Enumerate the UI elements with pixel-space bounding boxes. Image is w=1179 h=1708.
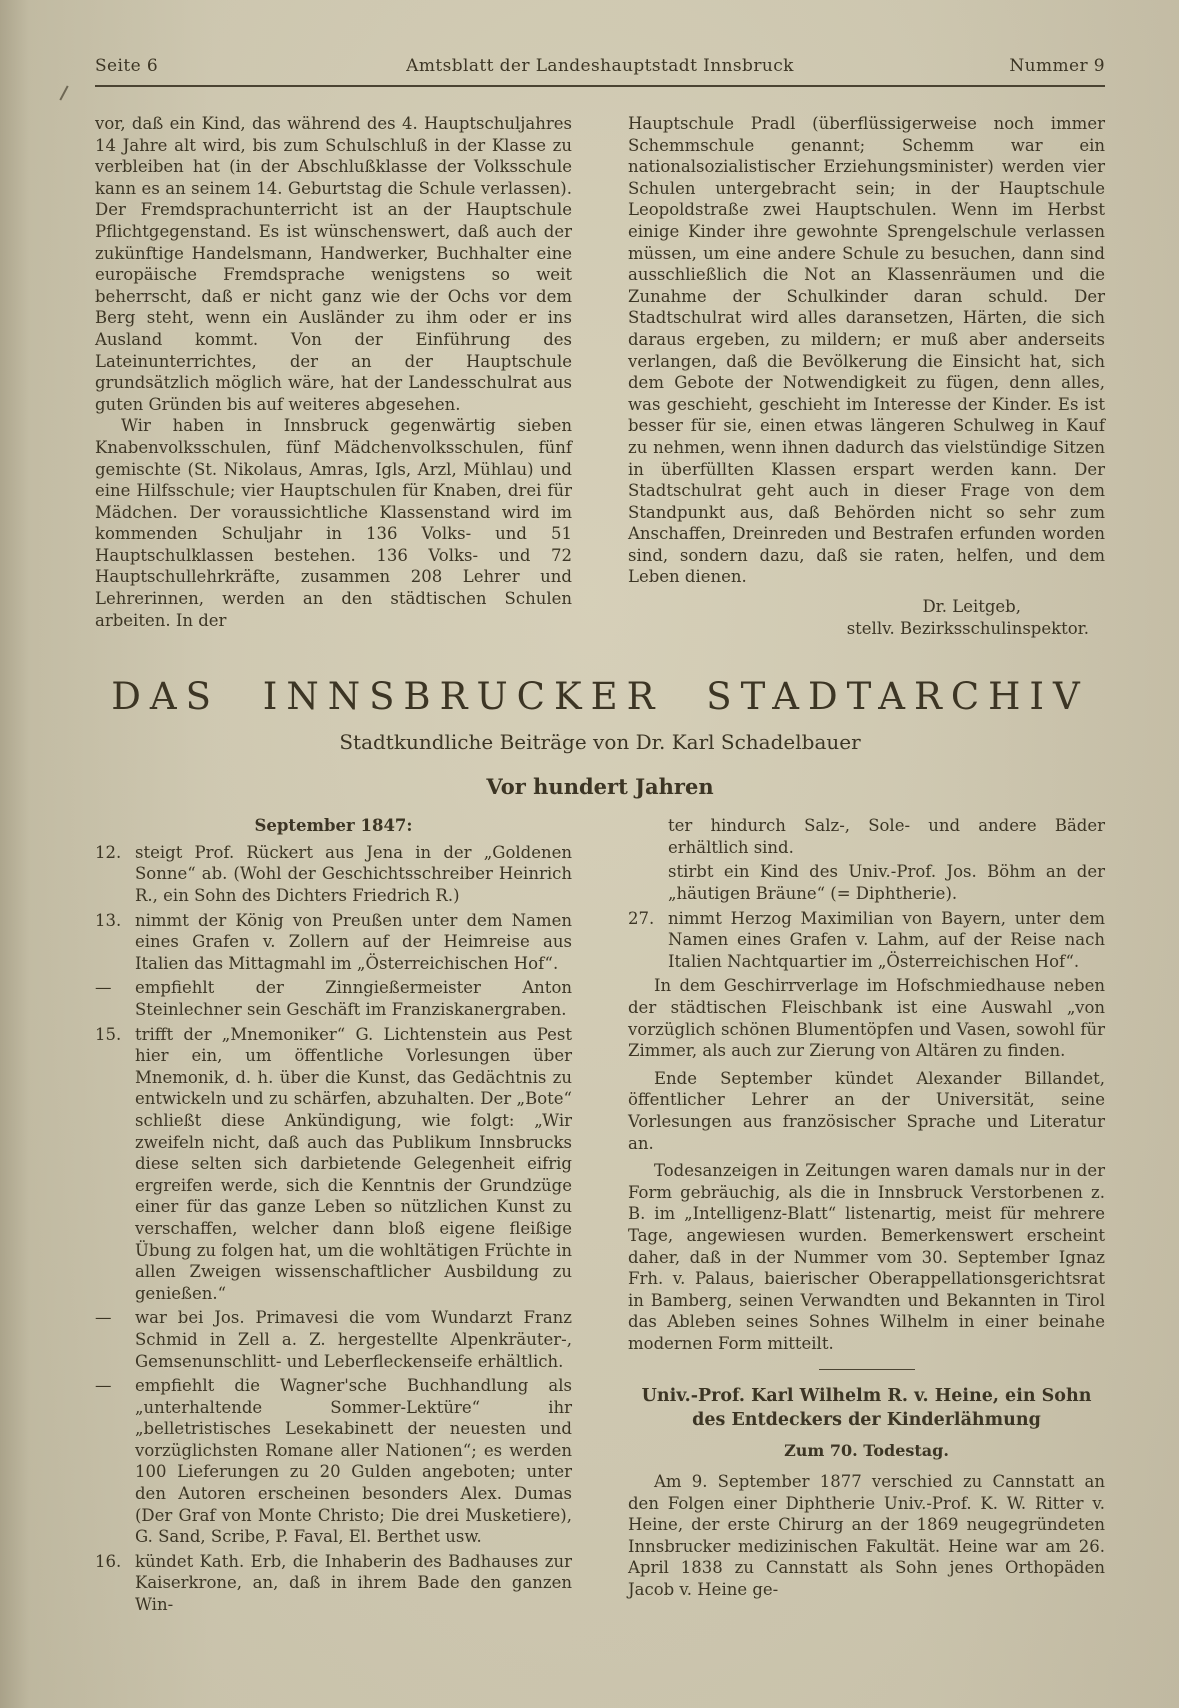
heine-article-dateline: Zum 70. Todestag.	[784, 1440, 949, 1460]
date-heading: September 1847:	[254, 816, 413, 836]
diary-entry	[95, 1375, 572, 1548]
scan-artifact-mark	[59, 85, 68, 100]
diary-entry	[95, 1551, 572, 1616]
diary-entry	[628, 861, 1105, 904]
entry-marker: —	[95, 978, 112, 998]
entry-marker: 16.	[95, 1551, 122, 1571]
entry-marker: 15.	[95, 1024, 122, 1044]
signature-name: Dr. Leitgeb,	[922, 597, 1021, 617]
diary-entry	[628, 908, 1105, 973]
entry-text: ter hindurch Salz-, Sole- und andere Bäder erhältlich sind.	[668, 816, 1105, 857]
entry-text: war bei Jos. Primavesi die vom Wundarzt Franz Schmid in Zell a. Z. hergestellte Alpenkräuter-, Gemsenunschlitt- und Leberfleckenseife erhältlich.	[135, 1308, 572, 1371]
entry-marker: 12.	[95, 842, 122, 862]
paragraph: In dem Geschirrverlage im Hofschmiedhause neben der städtischen Fleischbank ist eine Auswahl „von vorzüglich schönen Blumentöpfen und Vasen, sowohl für Zimmer, als auch zur Zierung von Altären zu finden.	[628, 976, 1105, 1061]
paragraph: Hauptschule Pradl (überflüssigerweise noch immer Schemmschule genannt; Schemm war ein nationalsozialistischer Erziehungsminister) werden vier Schulen untergebracht sein; in der Hauptschule Leopoldstraße zwei Hauptschulen. Wenn im Herbst einige Kinder ihre gewohnte Sprengelschule verlassen müssen, um eine andere Schule zu besuchen, dann sind ausschließlich die Not an Klassenräumen und die Zunahme der Schulkinder daran schuld. Der Stadtschulrat wird alles daransetzen, Härten, die sich daraus ergeben, zu mildern; er muß aber anderseits verlangen, daß die Bevölkerung die Einsicht hat, sich dem Gebote der Notwendigkeit zu fügen, denn alles, was geschieht, geschieht im Interesse der Kinder. Es ist besser für sie, einen etwas längeren Schulweg in Kauf zu nehmen, wenn ihnen dadurch das vielstündige Sitzen in überfüllten Klassen erspart werden kann. Der Stadtschulrat geht auch in dieser Frage von dem Standpunkt aus, daß Behörden nicht so sehr zum Anschaffen, Dreinreden und Bestrafen erfunden worden sind, sondern dazu, daß sie raten, helfen, und dem Leben dienen.	[628, 114, 1105, 587]
archive-subtitle: Stadtkundliche Beiträge von Dr. Karl Schadelbauer	[339, 730, 861, 755]
entry-text: trifft der „Mnemoniker“ G. Lichtenstein aus Pest hier ein, um öffentliche Vorlesungen über Mnemonik, d. h. über die Kunst, das Gedächtnis zu entwickeln und zu schärfen, abzuhalten. Der „Bote“ schließt diese Ankündigung, wie folgt: „Wir zweifeln nicht, daß auch das Publikum Innsbrucks diese selten sich darbietende Gelegenheit eifrig ergreifen werde, sich die Kenntnis der Grundzüge einer für das ganze Leben so nützlichen Kunst zu verschaffen, welcher dann bloß eigene fleißige Übung zu folgen hat, um die wohltätigen Früchte in allen Zweigen wissenschaftlicher Ausbildung zu genießen.“	[135, 1024, 572, 1303]
entry-marker: —	[95, 1376, 112, 1396]
entry-marker: —	[95, 1308, 112, 1328]
entry-text: empfiehlt der Zinngießermeister Anton Steinlechner sein Geschäft im Franziskanergraben.	[135, 978, 572, 1019]
entry-text: kündet Kath. Erb, die Inhaberin des Badhauses zur Kaiserkrone, an, daß in ihrem Bade den ganzen Win-	[135, 1551, 572, 1615]
archive-headline: DAS INNSBRUCKER STADTARCHIV	[111, 675, 1089, 719]
diary-entry	[95, 1024, 572, 1305]
page-number: Seite 6	[95, 56, 159, 76]
masthead-rule	[95, 85, 1105, 87]
diary-entry	[95, 977, 572, 1020]
entry-text: stirbt ein Kind des Univ.-Prof. Jos. Böhm an der „häutigen Bräune“ (= Diphtherie).	[668, 862, 1105, 904]
masthead	[95, 56, 1105, 76]
entry-marker: 27.	[628, 908, 655, 928]
heine-article-title: Univ.-Prof. Karl Wilhelm R. v. Heine, ein Sohn des Entdeckers der Kinderlähmung	[641, 1385, 1092, 1430]
diary-entry	[95, 910, 572, 975]
school-article	[95, 113, 1105, 639]
signature-role: stellv. Bezirksschulinspektor.	[846, 618, 1089, 638]
entry-continuation	[628, 815, 1105, 858]
school-article-left-column	[95, 113, 572, 639]
entry-marker	[628, 815, 668, 858]
paragraph: Wir haben in Innsbruck gegenwärtig sieben Knabenvolksschulen, fünf Mädchenvolksschulen, fünf gemischte (St. Nikolaus, Amras, Igls, Arzl, Mühlau) und eine Hilfsschule; vier Hauptschulen für Knaben, drei für Mädchen. Der voraussichtliche Klassenstand wird im kommenden Schuljahr in 136 Volks- und 51 Hauptschulklassen bestehen. 136 Volks- und 72 Hauptschullehrkräfte, zusammen 208 Lehrer und Lehrerinnen, werden an den städtischen Schulen arbeiten. In der	[95, 416, 572, 630]
issue-number: Nummer 9	[1009, 56, 1105, 76]
archive-right-column	[628, 815, 1105, 1618]
archive-article	[95, 815, 1105, 1618]
entry-text: empfiehlt die Wagner'sche Buchhandlung als „unterhaltende Sommer-Lektüre“ ihr „belletristisches Lesekabinett der neuesten und vorzüglichsten Romane aller Nationen“; es werden 100 Lieferungen zu 20 Gulden angeboten; unter den Autoren erscheinen besonders Alex. Dumas (Der Graf von Monte Christo; Die drei Musketiere), G. Sand, Scribe, P. Faval, El. Berthet usw.	[135, 1376, 572, 1547]
archive-left-column	[95, 815, 572, 1618]
diary-entry	[95, 842, 572, 907]
entry-text: steigt Prof. Rückert aus Jena in der „Goldenen Sonne“ ab. (Wohl der Geschichtsschreiber Heinrich R., ein Sohn des Dichters Friedrich R.)	[135, 842, 572, 906]
diary-entry	[95, 1307, 572, 1372]
paragraph: vor, daß ein Kind, das während des 4. Hauptschuljahres 14 Jahre alt wird, bis zum Schulschluß in der Klasse zu verbleiben hat (in der Abschlußklasse der Volksschule kann es an seinem 14. Geburtstag die Schule verlassen). Der Fremdsprachunterricht ist an der Hauptschule Pflichtgegenstand. Es ist wünschenswert, daß auch der zukünftige Handelsmann, Handwerker, Buchhalter eine europäische Fremdsprache wenigstens so weit beherrscht, daß er nicht ganz wie der Ochs vor dem Berg steht, wenn ein Ausländer zu ihm oder er ins Ausland kommt. Von der Einführung des Lateinunterrichtes, der an der Hauptschule grundsätzlich möglich wäre, hat der Landesschulrat aus guten Gründen bis auf weiteres abgesehen.	[95, 114, 572, 414]
entry-marker	[628, 861, 668, 904]
article-divider-rule	[819, 1369, 915, 1370]
paragraph: Ende September kündet Alexander Billandet, öffentlicher Lehrer an der Universität, seine Vorlesungen aus französischer Sprache und Literatur an.	[628, 1068, 1105, 1153]
paragraph: Am 9. September 1877 verschied zu Cannstatt an den Folgen einer Diphtherie Univ.-Prof. K. W. Ritter v. Heine, der erste Chirurg an der 1869 neugegründeten Innsbrucker medizinischen Fakultät. Heine war am 26. April 1838 zu Cannstatt als Sohn jenes Orthopäden Jacob v. Heine ge-	[628, 1472, 1105, 1600]
entry-marker: 13.	[95, 910, 122, 930]
entry-text: nimmt Herzog Maximilian von Bayern, unter dem Namen eines Grafen v. Lahm, auf der Reise nach Italien Nachtquartier im „Österreichischen Hof“.	[668, 908, 1105, 971]
entry-text: nimmt der König von Preußen unter dem Namen eines Grafen v. Zollern auf der Heimreise aus Italien das Mittagmahl im „Österreichischen Hof“.	[135, 910, 572, 973]
masthead-title: Amtsblatt der Landeshauptstadt Innsbruck	[406, 56, 794, 76]
section-heading-vor-hundert-jahren: Vor hundert Jahren	[486, 774, 714, 800]
school-article-right-column	[628, 113, 1105, 639]
paragraph: Todesanzeigen in Zeitungen waren damals nur in der Form gebräuchig, als die in Innsbruck Verstorbenen z. B. im „Intelligenz-Blatt“ listenartig, meist für mehrere Tage, angewiesen wurden. Bemerkenswert erscheint daher, daß in der Nummer vom 30. September Ignaz Frh. v. Palaus, baierischer Oberappellationsgerichtsrat in Bamberg, seinen Verwandten und Bekannten in Tirol das Ableben seines Sohnes Wilhelm in einer beinahe modernen Form mitteilt.	[628, 1161, 1105, 1353]
